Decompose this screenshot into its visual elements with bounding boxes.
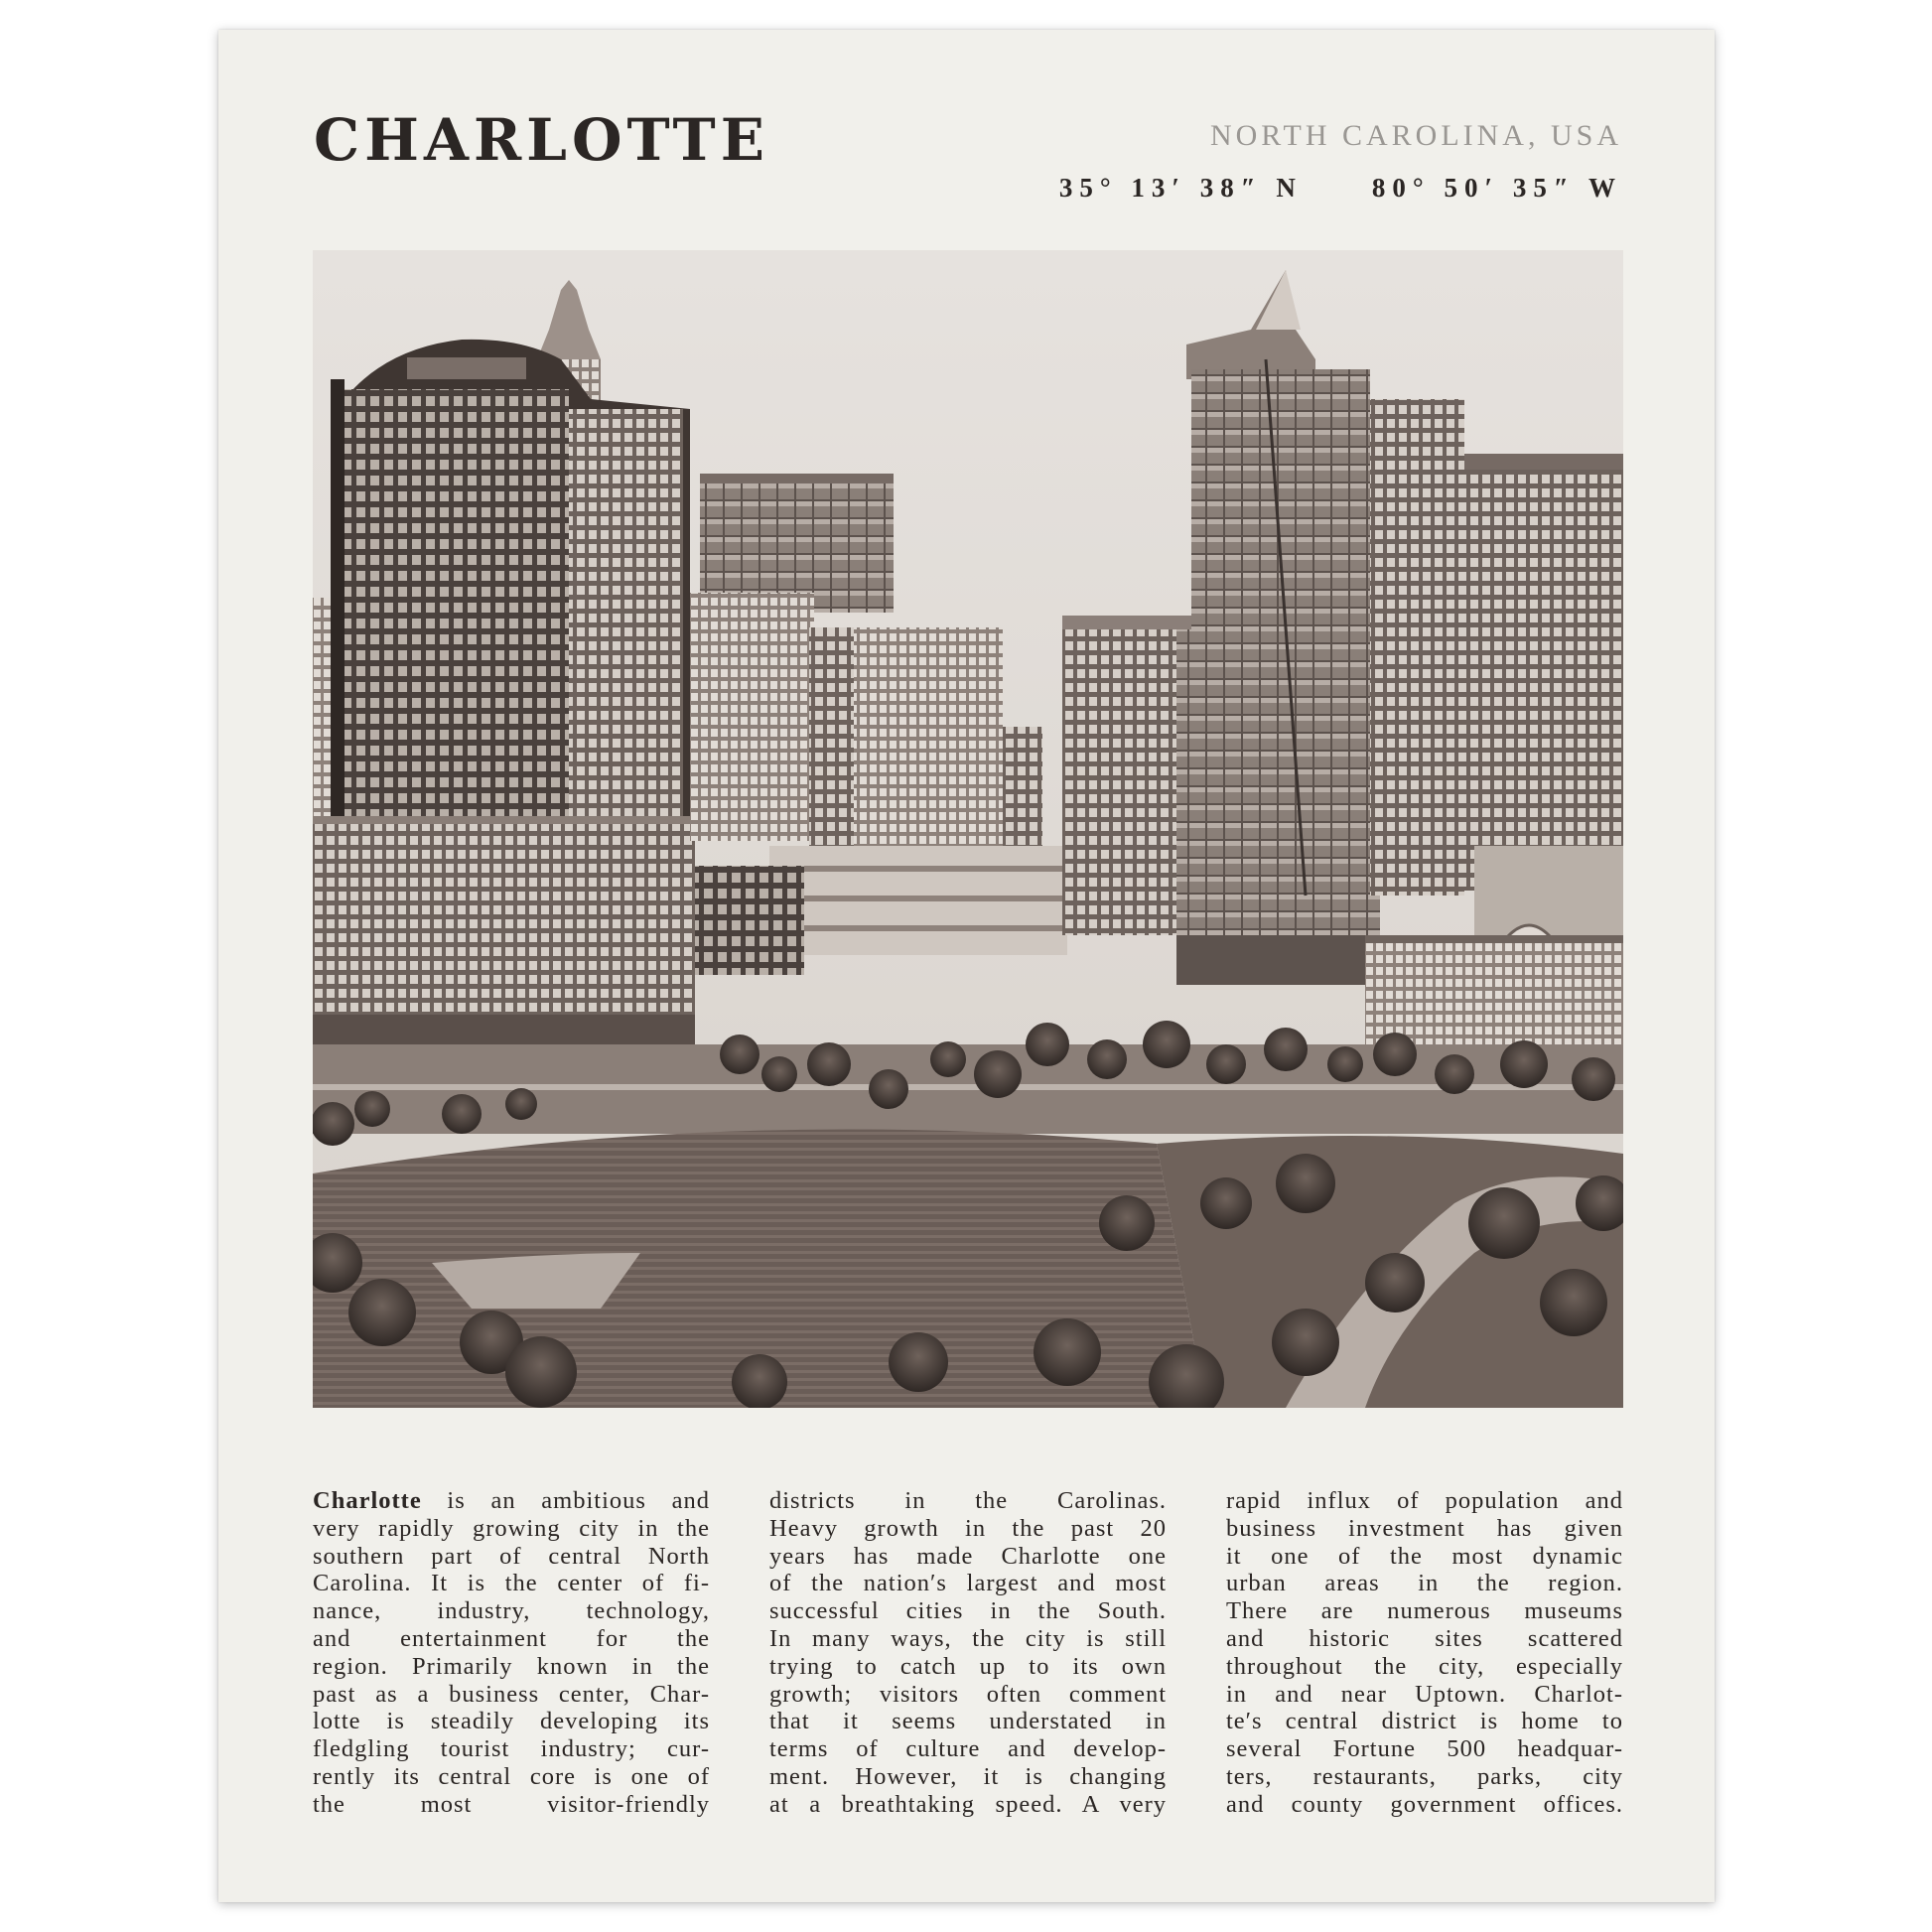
text-line: rently its central core is one of (313, 1762, 710, 1790)
text-line: Carolina. It is the center of fi- (313, 1570, 710, 1597)
text-line: rapid influx of population and (1226, 1487, 1623, 1514)
longitude: 80° 50′ 35″ W (1371, 173, 1622, 203)
description-column-1 (313, 1487, 710, 1819)
text-line: te′s central district is home to (1226, 1708, 1623, 1735)
text-line: fledgling tourist industry; cur- (313, 1735, 710, 1763)
text-line: nance, industry, technology, (313, 1597, 710, 1625)
text-line: several Fortune 500 headquar- (1226, 1735, 1623, 1763)
poster (218, 30, 1715, 1902)
description-column-3 (1226, 1487, 1623, 1819)
region-label: NORTH CAROLINA, USA (1209, 119, 1622, 152)
text-line: business investment has given (1226, 1514, 1623, 1542)
text-line: the most visitor-friendly (313, 1790, 710, 1818)
text-line: and entertainment for the (313, 1624, 710, 1652)
lead-word: Charlotte (313, 1487, 422, 1514)
text-line: Heavy growth in the past 20 (769, 1514, 1167, 1542)
text-line: in and near Uptown. Charlot- (1226, 1680, 1623, 1708)
text-line: that it seems understated in (769, 1708, 1167, 1735)
text-line: In many ways, the city is still (769, 1624, 1167, 1652)
text-line: and historic sites scattered (1226, 1624, 1623, 1652)
city-title: CHARLOTTE (314, 106, 769, 174)
text-line: region. Primarily known in the (313, 1652, 710, 1680)
text-line: very rapidly growing city in the (313, 1514, 710, 1542)
text-line: it one of the most dynamic (1226, 1542, 1623, 1570)
text-line: districts in the Carolinas. (769, 1487, 1167, 1514)
text-line: successful cities in the South. (769, 1597, 1167, 1625)
text-line: throughout the city, especially (1226, 1652, 1623, 1680)
text-line: trying to catch up to its own (769, 1652, 1167, 1680)
text-line: at a breathtaking speed. A very (769, 1790, 1167, 1818)
text-line: lotte is steadily developing its (313, 1708, 710, 1735)
text-line: growth; visitors often comment (769, 1680, 1167, 1708)
description-column-2 (769, 1487, 1167, 1819)
text-line: of the nation′s largest and most (769, 1570, 1167, 1597)
text-line: ters, restaurants, parks, city (1226, 1762, 1623, 1790)
text-line: years has made Charlotte one (769, 1542, 1167, 1570)
skyline-photo (313, 250, 1623, 1408)
description-columns (313, 1487, 1623, 1819)
latitude: 35° 13′ 38″ N (1058, 173, 1303, 203)
text-line: urban areas in the region. (1226, 1570, 1623, 1597)
text-line: past as a business center, Char- (313, 1680, 710, 1708)
text-line: southern part of central North (313, 1542, 710, 1570)
text-line: ment. However, it is changing (769, 1762, 1167, 1790)
text-line: terms of culture and develop- (769, 1735, 1167, 1763)
coordinates (1059, 175, 1622, 202)
text-line: and county government offices. (1226, 1790, 1623, 1818)
text-line: Charlotte is an ambitious and (313, 1487, 710, 1514)
text-line: There are numerous museums (1226, 1597, 1623, 1625)
